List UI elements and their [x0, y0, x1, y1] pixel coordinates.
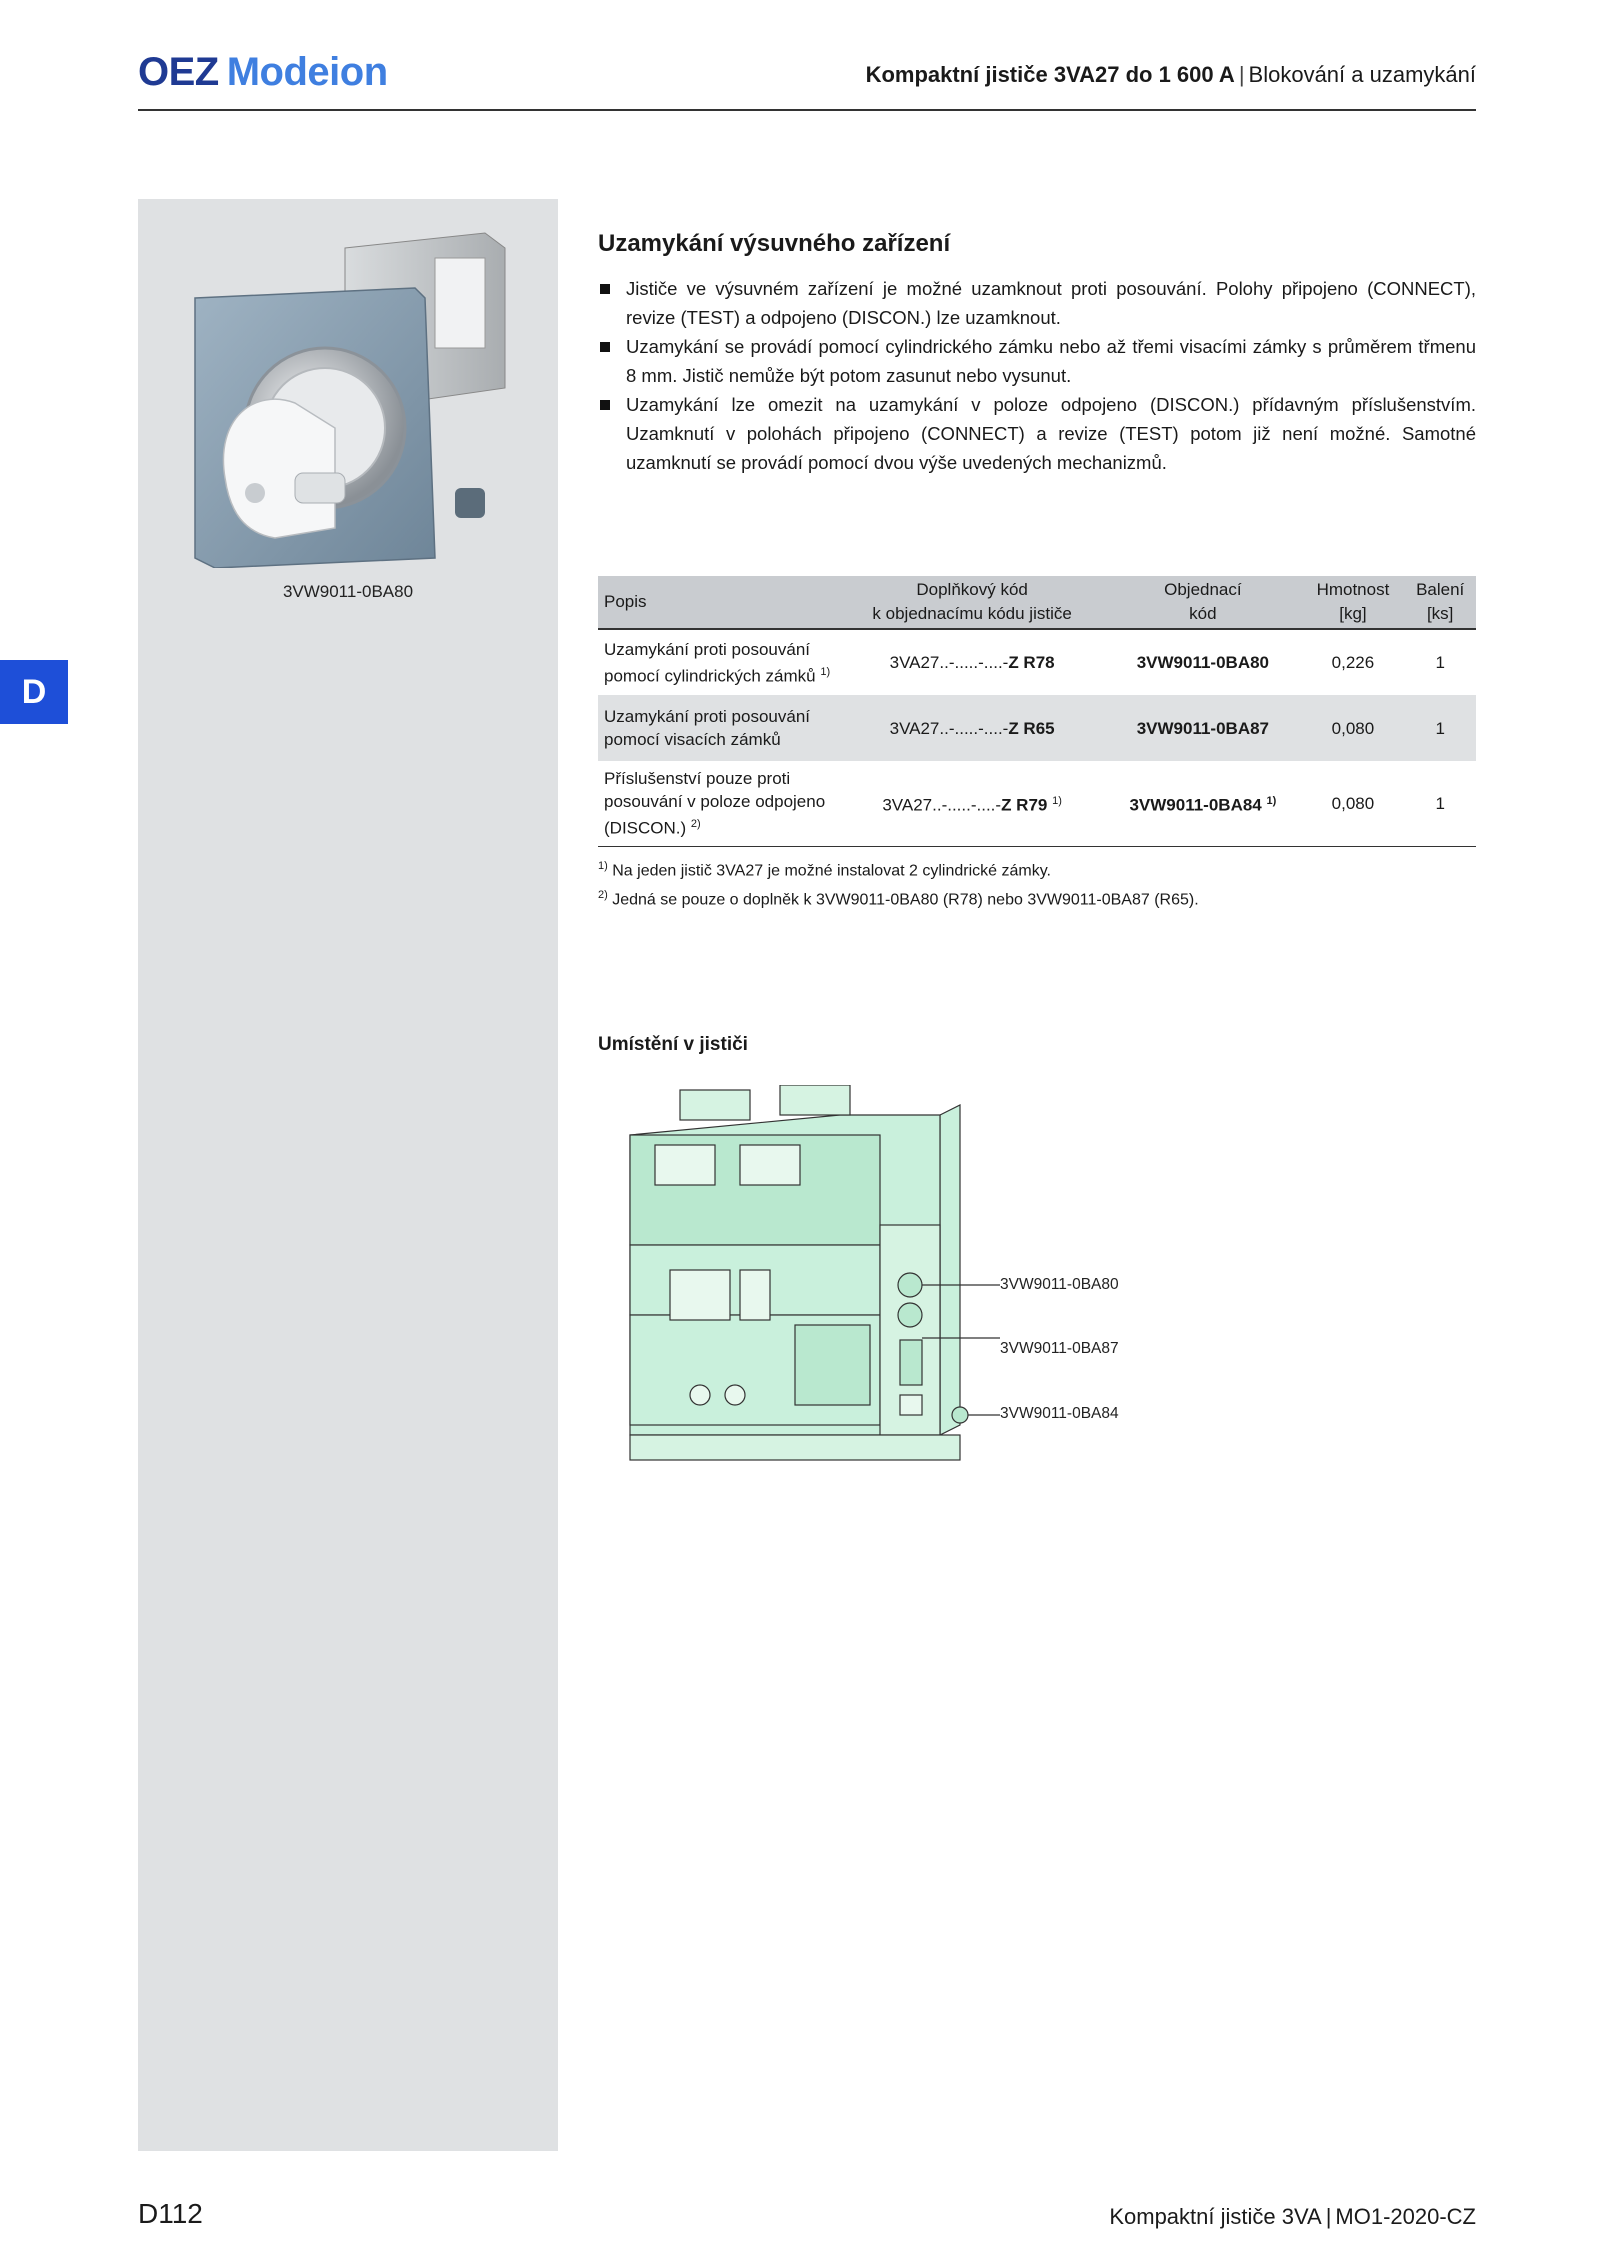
callout-label: 3VW9011-0BA87	[1000, 1340, 1119, 1357]
row-order-code: 3VW9011-0BA87	[1136, 718, 1270, 738]
callout-label: 3VW9011-0BA84	[1000, 1405, 1119, 1422]
section-tab: D	[0, 660, 68, 724]
page-number: D112	[138, 2198, 203, 2229]
col-doplnkovy: Doplňkový kód k objednacímu kódu jističe	[840, 576, 1104, 629]
row-order-code: 3VW9011-0BA80	[1136, 653, 1270, 672]
row-supplement-code: 3VA27..-.....-....-Z R78	[889, 653, 1055, 672]
row-weight: 0,080	[1331, 793, 1375, 813]
breaker-placement-diagram	[610, 1085, 1130, 1515]
col-hmotnost: Hmotnost [kg]	[1302, 576, 1405, 629]
footer-doc-code: MO1-2020-CZ	[1335, 2204, 1476, 2229]
col-baleni: Balení [ks]	[1404, 576, 1476, 629]
row-pack: 1	[1435, 793, 1445, 813]
lock-product-image	[185, 228, 515, 568]
header-title	[866, 62, 1476, 88]
header-title-bold: Kompaktní jističe 3VA27 do 1 600 A	[865, 62, 1235, 87]
table-row	[598, 695, 1476, 761]
row-pack: 1	[1435, 653, 1445, 672]
row-supplement-code: 3VA27..-.....-....-Z R79 $^{1)}$	[882, 795, 1062, 815]
row-weight: 0,226	[1331, 653, 1375, 672]
footer-doc	[1109, 2204, 1476, 2230]
bullet-item: Jističe ve výsuvném zařízení je možné uzamknout proti posouvání. Polohy připojeno (CONNECT), revize (TEST) a odpojeno (DISCON.) lze uzamknout.	[598, 274, 1476, 332]
row-order-code: 3VW9011-0BA84 $^{1)}$	[1129, 795, 1277, 815]
header-separator: |	[1238, 62, 1245, 87]
footer-doc-name: Kompaktní jističe 3VA	[1109, 2204, 1322, 2229]
header-title-rest: Blokování a uzamykání	[1248, 62, 1476, 87]
bullet-item: Uzamykání se provádí pomocí cylindrického zámku nebo až třemi visacími zámky s průměrem třmenu 8 mm. Jistič nemůže být potom zasunut nebo vysunut.	[598, 332, 1476, 390]
table-row	[598, 629, 1476, 695]
footnote: $^{2)}$ Jedná se pouze o doplněk k 3VW9011-0BA80 (R78) nebo 3VW9011-0BA87 (R65).	[598, 889, 1199, 909]
col-popis: Popis	[598, 576, 840, 629]
brand-secondary: Modeion	[226, 50, 388, 94]
footnotes	[598, 854, 1476, 913]
row-weight: 0,080	[1331, 718, 1375, 738]
section-title: Uzamykání výsuvného zařízení	[598, 230, 951, 257]
product-table	[598, 576, 1476, 847]
footnote: $^{1)}$ Na jeden jistič 3VA27 je možné instalovat 2 cylindrické zámky.	[598, 860, 1051, 880]
row-pack: 1	[1435, 718, 1445, 738]
row-description: Uzamykání proti posouvání pomocí cylindrických zámků $^{1)}$	[604, 639, 831, 686]
placement-title: Umístění v jističi	[598, 1034, 748, 1055]
footer-separator: |	[1325, 2204, 1332, 2229]
image-caption: 3VW9011-0BA80	[282, 582, 414, 601]
callout-label: 3VW9011-0BA80	[1000, 1276, 1119, 1293]
header-rule	[138, 109, 1476, 111]
row-description: Uzamykání proti posouvání pomocí visacích zámků	[604, 707, 810, 749]
bullet-list	[598, 274, 1476, 477]
row-supplement-code: 3VA27..-.....-....-Z R65	[889, 718, 1055, 738]
table-header-row	[598, 576, 1476, 629]
brand-primary: OEZ	[138, 50, 219, 94]
row-description: Příslušenství pouze proti posouvání v poloze odpojeno (DISCON.) $^{2)}$	[604, 769, 826, 838]
bullet-item: Uzamykání lze omezit na uzamykání v poloze odpojeno (DISCON.) přídavným příslušenstvím. Uzamknutí v polohách připojeno (CONNECT) a revize (TEST) potom již není možné. Samotné uzamknutí se provádí pomocí dvou výše uvedených mechanizmů.	[598, 390, 1476, 477]
table-row	[598, 761, 1476, 846]
col-objednaci: Objednací kód	[1104, 576, 1301, 629]
brand-logo	[138, 50, 388, 95]
